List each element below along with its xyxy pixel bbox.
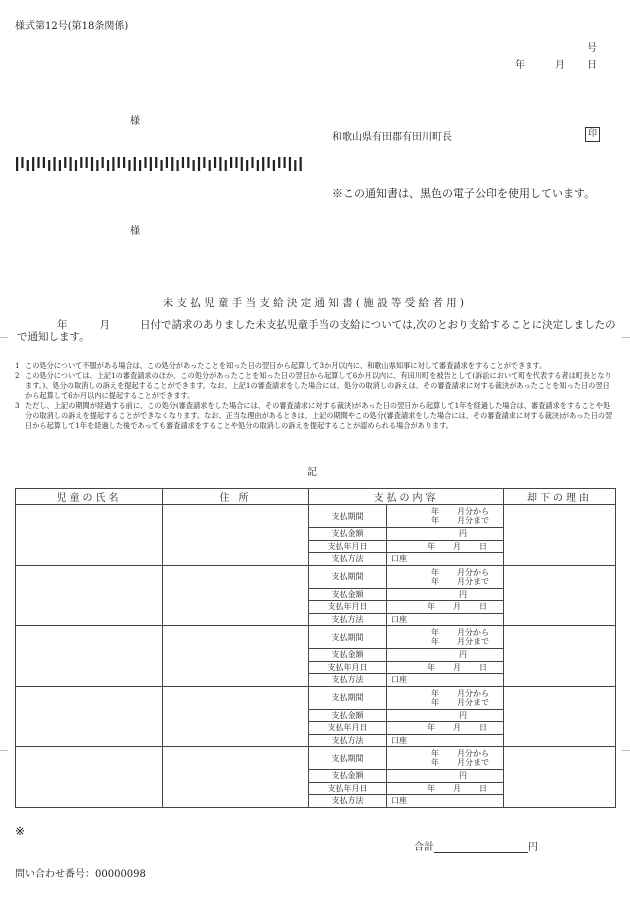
amount-label: 支払金額 — [309, 649, 387, 662]
header-address: 住 所 — [163, 489, 309, 505]
method-value: 口座 — [387, 553, 504, 566]
barcode-bar — [75, 160, 77, 171]
amount-label: 支払金額 — [309, 588, 387, 601]
pay-date-month: 月 — [453, 602, 461, 612]
pay-date-label: 支払年月日 — [309, 540, 387, 553]
pay-date-day: 日 — [479, 783, 487, 793]
barcode-bar — [193, 160, 195, 171]
pay-date-value — [387, 540, 504, 553]
header-rejection-reason: 却下の理由 — [504, 489, 616, 505]
rejection-reason-cell — [504, 505, 616, 566]
barcode-bar — [166, 157, 168, 168]
amount-value: 円 — [387, 588, 504, 601]
pay-date-label: 支払年月日 — [309, 782, 387, 795]
method-label: 支払方法 — [309, 674, 387, 687]
period-from-year: 年 — [431, 507, 439, 516]
amount-label: 支払金額 — [309, 528, 387, 541]
pay-date-label: 支払年月日 — [309, 722, 387, 735]
barcode-bar — [123, 157, 125, 168]
barcode-bar — [70, 157, 72, 171]
form-number: 様式第12号(第18条関係) — [15, 21, 129, 32]
child-name-cell — [16, 565, 163, 626]
intro-text: 付で請求のありました未支払児童手当の支給については,次のとおり支給することに決定しましたので通知します。 — [17, 319, 616, 343]
payment-table — [15, 488, 616, 808]
table-row — [16, 686, 616, 709]
period-label: 支払期間 — [309, 626, 387, 649]
barcode-bar — [48, 160, 50, 171]
note-text: この処分については、上記1の審査請求のほか、この処分があったことを知った日の翌日から起算して6か月以内に、有田川町を被告として(訴訟において町を代表する者は町長となります。)、処分の取消しの訴えを提起することができます。なお、上記1の審査請求をした場合には、処分の取消しの訴えは、その審査請求に対する裁決があったことを知った日の翌日から起算して6か月以内に提起することができます。 — [25, 371, 612, 400]
address-cell — [163, 686, 309, 747]
period-to-year: 年 — [431, 697, 439, 707]
method-value: 口座 — [387, 734, 504, 747]
period-value — [387, 505, 504, 528]
barcode-bar — [21, 157, 23, 168]
document-title: 未支払児童手当支給決定通知書(施設等受給者用) — [162, 297, 468, 309]
period-label: 支払期間 — [309, 686, 387, 709]
pay-date-year: 年 — [427, 602, 435, 612]
barcode-bar — [182, 157, 184, 168]
barcode-bar — [16, 157, 18, 171]
barcode-bar — [144, 157, 146, 168]
period-label: 支払期間 — [309, 505, 387, 528]
issue-date-day: 日 — [587, 60, 597, 71]
intro-year: 年 — [57, 319, 68, 331]
barcode-bar — [107, 160, 109, 171]
barcode-bar — [171, 157, 173, 171]
barcode-bar — [235, 157, 237, 168]
address-cell — [163, 626, 309, 687]
address-cell — [163, 747, 309, 808]
period-value — [387, 686, 504, 709]
total-amount — [414, 838, 538, 853]
intro-paragraph — [17, 319, 622, 343]
barcode-bar — [177, 160, 179, 171]
barcode-bar — [257, 160, 259, 171]
barcode-bar — [251, 157, 253, 168]
note-number: 1 — [15, 361, 20, 370]
period-from-month: 月分から — [457, 688, 489, 698]
note-text: この処分について不服がある場合は、この処分があったことを知った日の翌日から起算して3か月以内に、和歌山県知事に対して審査請求をすることができます。 — [25, 361, 547, 370]
addressee-honorific: 様 — [130, 116, 140, 127]
amount-value: 円 — [387, 709, 504, 722]
barcode-bar — [96, 160, 98, 171]
child-name-cell — [16, 747, 163, 808]
barcode-bar — [203, 157, 205, 168]
pay-date-value — [387, 722, 504, 735]
period-to-month: 月分まで — [457, 516, 489, 525]
amount-label: 支払金額 — [309, 770, 387, 783]
period-from-year: 年 — [431, 628, 439, 637]
footnote-asterisk: ※ — [15, 824, 26, 838]
table-row — [16, 747, 616, 770]
barcode-bar — [209, 160, 211, 171]
rejection-reason-cell — [504, 565, 616, 626]
barcode-bar — [102, 157, 104, 168]
seal-note: ※この通知書は、黒色の電子公印を使用しています。 — [332, 187, 596, 200]
period-label: 支払期間 — [309, 565, 387, 588]
child-name-cell — [16, 626, 163, 687]
barcode-bar — [59, 160, 61, 171]
barcode-bar — [273, 160, 275, 171]
barcode-bar — [80, 157, 82, 168]
pay-date-year: 年 — [427, 541, 435, 551]
barcode-bar — [300, 157, 302, 171]
period-from-month: 月分から — [457, 507, 489, 516]
method-value: 口座 — [387, 674, 504, 687]
pay-date-day: 日 — [479, 662, 487, 672]
barcode-bar — [53, 157, 55, 171]
header-child-name: 児童の氏名 — [16, 489, 163, 505]
pay-date-day: 日 — [479, 541, 487, 551]
barcode-bar — [134, 157, 136, 171]
pay-date-month: 月 — [453, 541, 461, 551]
barcode-bar — [64, 157, 66, 168]
period-value — [387, 565, 504, 588]
method-label: 支払方法 — [309, 613, 387, 626]
barcode-bar — [86, 157, 88, 168]
period-to-year: 年 — [431, 637, 439, 646]
barcode-bar — [32, 157, 34, 171]
amount-value: 円 — [387, 770, 504, 783]
header-payment-content: 支払の内容 — [309, 489, 504, 505]
barcode-bar — [139, 160, 141, 171]
period-from-month: 月分から — [457, 567, 489, 577]
barcode-bar — [284, 157, 286, 168]
barcode-bar — [267, 157, 269, 168]
inquiry-number: 問い合わせ番号：00000098 — [15, 869, 146, 880]
intro-day: 日 — [140, 319, 151, 331]
table-header-row — [16, 489, 616, 505]
method-value: 口座 — [387, 613, 504, 626]
method-value: 口座 — [387, 795, 504, 808]
rejection-reason-cell — [504, 626, 616, 687]
pay-date-month: 月 — [453, 723, 461, 733]
period-from-year: 年 — [431, 749, 439, 758]
method-label: 支払方法 — [309, 734, 387, 747]
barcode-bar — [187, 157, 189, 168]
period-to-month: 月分まで — [457, 576, 489, 586]
period-to-year: 年 — [431, 576, 439, 586]
period-from-year: 年 — [431, 567, 439, 577]
barcode-bar — [230, 157, 232, 168]
period-from-month: 月分から — [457, 628, 489, 637]
barcode-bar — [262, 157, 264, 171]
period-to-month: 月分まで — [457, 758, 489, 767]
pay-date-month: 月 — [453, 662, 461, 672]
issue-date-year: 年 — [515, 60, 525, 71]
intro-month: 月 — [99, 319, 110, 331]
child-name-cell — [16, 686, 163, 747]
barcode-bar — [27, 160, 29, 171]
barcode-bar — [155, 157, 157, 168]
pay-date-month: 月 — [453, 783, 461, 793]
period-to-month: 月分まで — [457, 697, 489, 707]
barcode-bar — [219, 157, 221, 171]
period-label: 支払期間 — [309, 747, 387, 770]
barcode-bar — [241, 157, 243, 171]
postal-barcode — [16, 157, 306, 171]
barcode-bar — [278, 157, 280, 168]
note-item — [15, 371, 615, 401]
amount-value: 円 — [387, 649, 504, 662]
total-unit: 円 — [528, 842, 538, 853]
barcode-bar — [289, 157, 291, 171]
barcode-bar — [91, 157, 93, 171]
amount-value: 円 — [387, 528, 504, 541]
pay-date-year: 年 — [427, 723, 435, 733]
appeal-notes — [15, 361, 615, 431]
barcode-bar — [214, 157, 216, 168]
issue-date-month: 月 — [555, 60, 565, 71]
note-text: ただし、上記の期間が経過する前に、この処分(審査請求をした場合には、その審査請求に対する裁決)があった日の翌日から起算して1年を経過した場合は、審査請求をすることや処分の取消しの訴えを提起することができなくなります。なお、正当な理由があるときは、上記の期間やこの処分(審査請求をした場合には、その審査請求に対する裁決)があった日の翌日から起算して1年を経過した後であっても審査請求をすることや処分の取消しの訴えを提起することが認められる場合があります。 — [25, 401, 613, 430]
pay-date-value — [387, 661, 504, 674]
barcode-bar — [118, 157, 120, 168]
barcode-bar — [294, 160, 296, 171]
issue-date — [515, 56, 597, 71]
table-row — [16, 626, 616, 649]
total-label: 合計 — [414, 842, 434, 853]
ki-marker: 記 — [307, 467, 317, 478]
barcode-bar — [150, 157, 152, 171]
addressee-honorific-2: 様 — [130, 226, 140, 237]
note-item — [15, 361, 615, 371]
method-label: 支払方法 — [309, 795, 387, 808]
period-to-year: 年 — [431, 758, 439, 767]
barcode-bar — [225, 160, 227, 171]
pay-date-day: 日 — [479, 602, 487, 612]
amount-label: 支払金額 — [309, 709, 387, 722]
pay-date-label: 支払年月日 — [309, 661, 387, 674]
note-item — [15, 401, 615, 431]
period-from-month: 月分から — [457, 749, 489, 758]
rejection-reason-cell — [504, 747, 616, 808]
period-to-year: 年 — [431, 516, 439, 525]
period-value — [387, 626, 504, 649]
total-blank — [434, 842, 528, 853]
period-from-year: 年 — [431, 688, 439, 698]
barcode-bar — [112, 157, 114, 171]
note-number: 2 — [15, 371, 20, 380]
address-cell — [163, 565, 309, 626]
barcode-bar — [128, 160, 130, 171]
document-number: 号 — [587, 43, 597, 54]
pay-date-year: 年 — [427, 783, 435, 793]
pay-date-value — [387, 601, 504, 614]
child-name-cell — [16, 505, 163, 566]
rejection-reason-cell — [504, 686, 616, 747]
seal-stamp: 印 — [585, 127, 600, 142]
method-label: 支払方法 — [309, 553, 387, 566]
barcode-bar — [160, 160, 162, 171]
period-to-month: 月分まで — [457, 637, 489, 646]
pay-date-day: 日 — [479, 723, 487, 733]
period-value — [387, 747, 504, 770]
pay-date-value — [387, 782, 504, 795]
barcode-bar — [43, 157, 45, 168]
address-cell — [163, 505, 309, 566]
table-row — [16, 505, 616, 528]
barcode-bar — [37, 157, 39, 168]
issuer-name: 和歌山県有田郡有田川町長 — [332, 132, 452, 143]
barcode-bar — [198, 157, 200, 171]
table-row — [16, 565, 616, 588]
note-number: 3 — [15, 401, 20, 410]
pay-date-year: 年 — [427, 662, 435, 672]
pay-date-label: 支払年月日 — [309, 601, 387, 614]
barcode-bar — [246, 160, 248, 171]
